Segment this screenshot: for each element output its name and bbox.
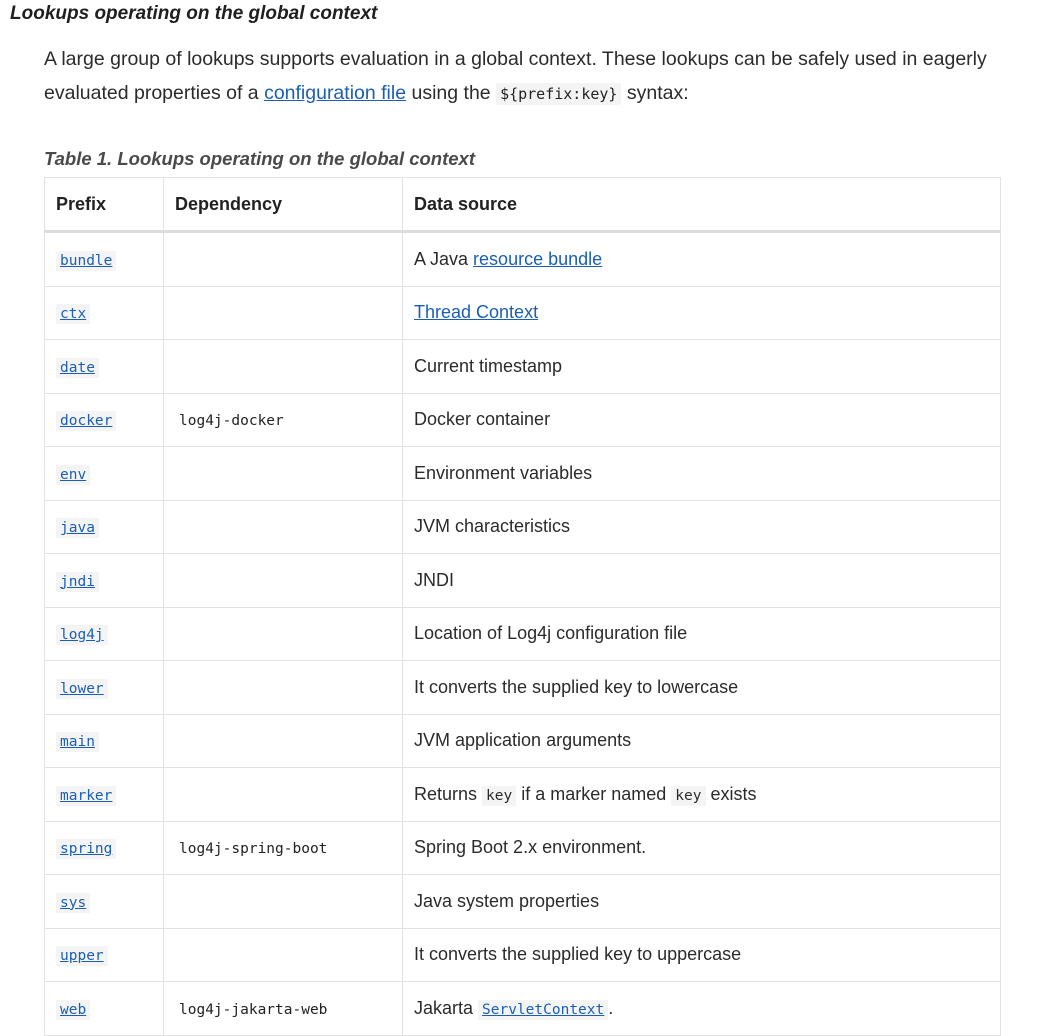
table-row [45,393,1001,447]
data-source-text: exists [705,783,757,804]
prefix-cell [45,500,164,554]
prefix-cell [45,232,164,287]
table-row [45,232,1001,287]
data-source-cell [403,286,1001,340]
dependency-value [175,681,179,697]
data-source-text: A Java [414,248,474,269]
prefix-cell [45,393,164,447]
prefix-link-date[interactable]: date [56,358,99,378]
dependency-cell [164,875,403,929]
table-row [45,661,1001,715]
resource-bundle-link[interactable]: resource bundle [473,248,603,269]
data-source-cell: JNDI [403,554,1001,608]
data-source-cell: JVM application arguments [403,714,1001,768]
dependency-value [175,948,179,964]
table-row [45,447,1001,501]
key-code: key [671,786,705,806]
table-caption: Table 1. Lookups operating on the global context [44,148,476,169]
table-row [45,714,1001,768]
table-row [45,340,1001,394]
dependency-value [175,467,179,483]
data-source-cell [403,232,1001,287]
dependency-cell [164,928,403,982]
data-source-cell: Environment variables [403,447,1001,501]
data-source-cell: It converts the supplied key to uppercase [403,928,1001,982]
table-row [45,500,1001,554]
header-dependency: Dependency [164,178,403,232]
data-source-cell: Docker container [403,393,1001,447]
data-source-text: Returns [414,783,483,804]
data-source-cell [403,768,1001,822]
prefix-link-java[interactable]: java [56,518,99,538]
table-row [45,286,1001,340]
prefix-link-jndi[interactable]: jndi [56,572,99,592]
data-source-cell: Current timestamp [403,340,1001,394]
key-code: key [482,786,516,806]
prefix-cell [45,714,164,768]
intro-text-2: using the [406,82,497,104]
dependency-cell [164,768,403,822]
prefix-cell [45,286,164,340]
data-source-text: Jakarta [414,997,479,1018]
prefix-cell [45,982,164,1036]
table-row [45,554,1001,608]
table-row [45,821,1001,875]
dependency-cell [164,714,403,768]
table-row [45,607,1001,661]
data-source-cell: It converts the supplied key to lowercase [403,661,1001,715]
dependency-cell [164,661,403,715]
prefix-link-lower[interactable]: lower [56,679,108,699]
table-header-row [45,178,1001,232]
prefix-link-web[interactable]: web [56,1000,90,1020]
data-source-cell: JVM characteristics [403,500,1001,554]
prefix-cell [45,554,164,608]
dependency-value [175,627,179,643]
section-title: Lookups operating on the global context [10,3,378,24]
dependency-cell [164,607,403,661]
dependency-value [175,306,179,322]
intro-text-3: syntax: [621,82,689,104]
dependency-value [175,574,179,590]
servlet-context-link[interactable]: ServletContext [478,1000,608,1020]
dependency-value [175,253,179,269]
dependency-cell [164,554,403,608]
prefix-cell [45,661,164,715]
header-data-source: Data source [403,178,1001,232]
data-source-cell: Java system properties [403,875,1001,929]
prefix-link-bundle[interactable]: bundle [56,251,116,271]
prefix-link-env[interactable]: env [56,465,90,485]
prefix-link-ctx[interactable]: ctx [56,304,90,324]
prefix-cell [45,768,164,822]
prefix-link-main[interactable]: main [56,732,99,752]
dependency-value: log4j-jakarta-web [179,1001,328,1018]
dependency-cell [164,340,403,394]
dependency-cell [164,500,403,554]
prefix-link-marker[interactable]: marker [56,786,116,806]
prefix-cell [45,821,164,875]
prefix-link-log4j[interactable]: log4j [56,625,108,645]
prefix-link-spring[interactable]: spring [56,839,116,859]
table-row [45,875,1001,929]
table-row [45,982,1001,1036]
configuration-file-link[interactable]: configuration file [264,82,407,104]
dependency-value [175,788,179,804]
prefix-link-upper[interactable]: upper [56,946,108,966]
dependency-value: log4j-docker [179,413,284,430]
prefix-cell [45,340,164,394]
table-row [45,768,1001,822]
syntax-code: ${prefix:key} [496,83,621,105]
dependency-cell [164,286,403,340]
prefix-link-docker[interactable]: docker [56,411,116,431]
prefix-link-sys[interactable]: sys [56,893,90,913]
thread-context-link[interactable]: Thread Context [414,302,539,323]
data-source-cell: Spring Boot 2.x environment. [403,821,1001,875]
intro-text-1: A large group of lookups supports evaluation in a global context. These lookups can be safely used in eagerly evaluated properties of a [44,48,987,104]
dependency-value: log4j-spring-boot [179,841,328,858]
data-source-cell: Location of Log4j configuration file [403,607,1001,661]
dependency-cell [164,232,403,287]
dependency-cell [164,393,403,447]
prefix-cell [45,607,164,661]
dependency-value [175,895,179,911]
prefix-cell [45,447,164,501]
dependency-value [175,360,179,376]
prefix-cell [45,875,164,929]
data-source-cell [403,982,1001,1036]
dependency-cell [164,821,403,875]
intro-paragraph [44,42,1009,111]
dependency-cell [164,447,403,501]
lookups-table [44,177,1001,1036]
data-source-text: if a marker named [516,783,672,804]
data-source-text: . [608,997,614,1018]
prefix-cell [45,928,164,982]
dependency-cell [164,982,403,1036]
header-prefix: Prefix [45,178,164,232]
dependency-value [175,520,179,536]
dependency-value [175,734,179,750]
table-row [45,928,1001,982]
